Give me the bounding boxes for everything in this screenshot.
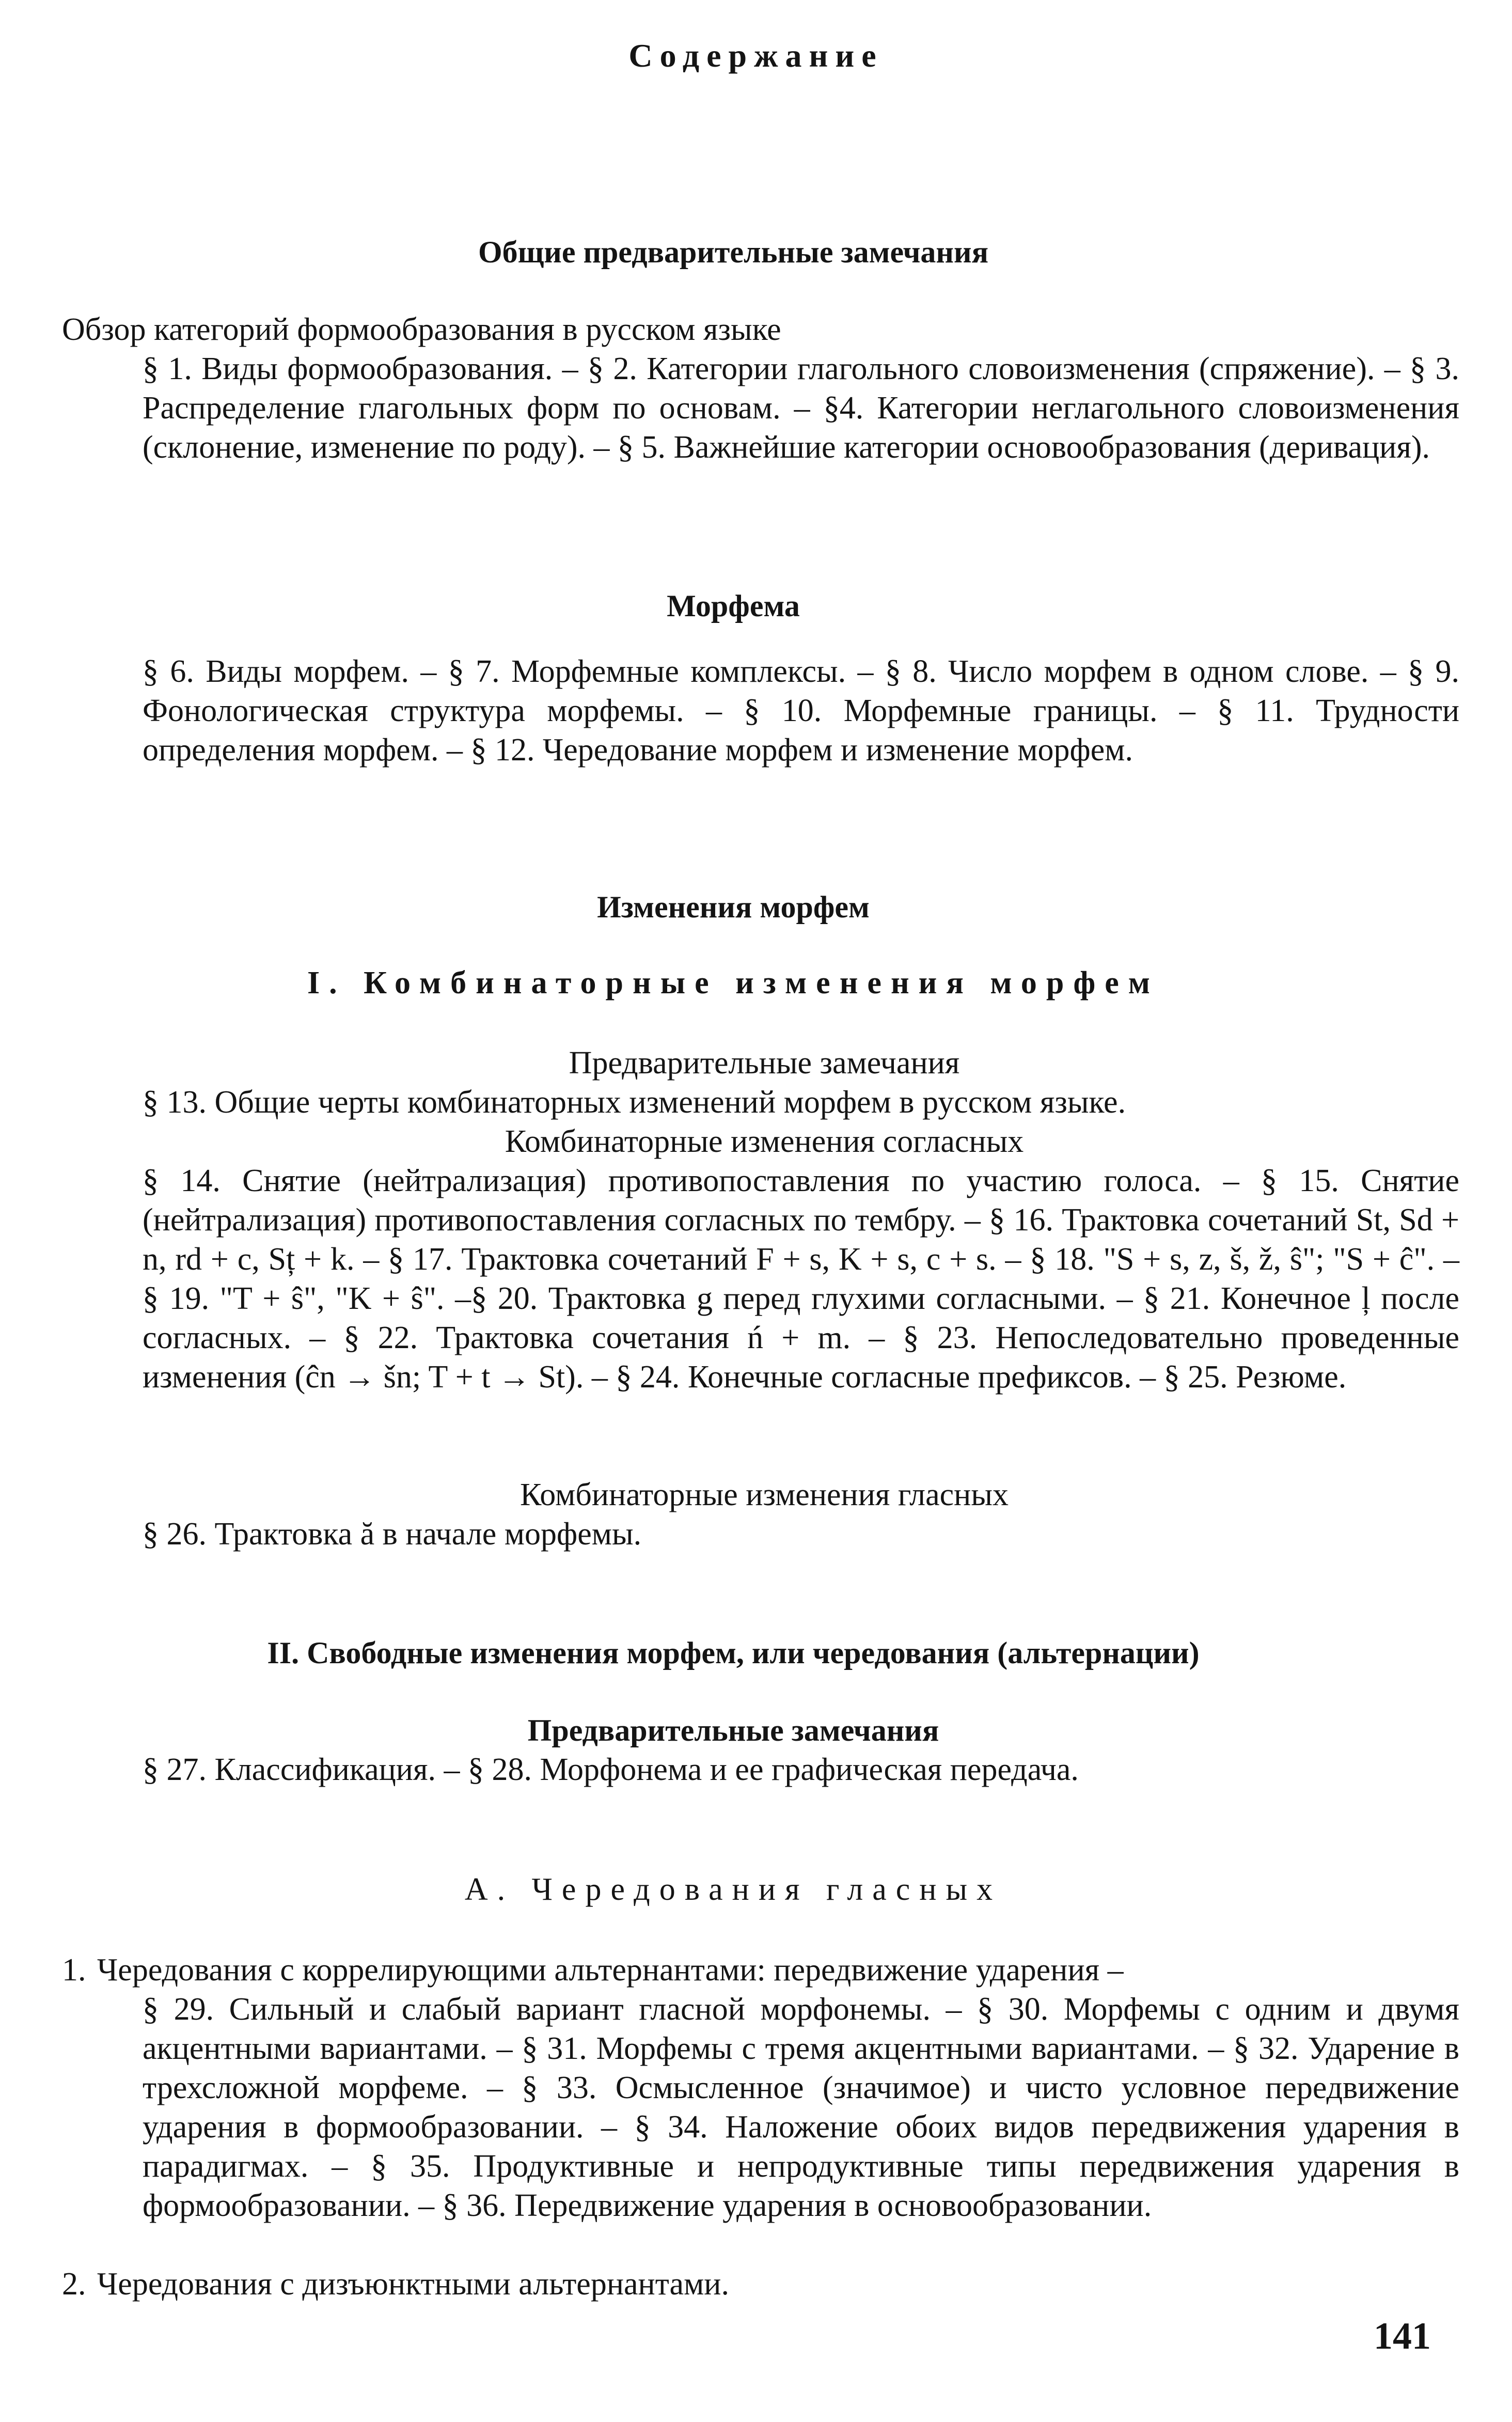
free-changes-heading: II. Свободные изменения морфем, или чередования (альтернации) — [267, 1636, 1200, 1670]
list-item-1-title: Чередования с коррелирующими альтернантами: передвижение ударения – — [97, 1952, 1124, 1988]
vowels-text: § 26. Трактовка ă в начале морфемы. — [143, 1517, 642, 1552]
prelim-text: § 13. Общие черты комбинаторных изменений морфем в русском языке. — [143, 1085, 1126, 1120]
page-title: Содержание — [628, 37, 884, 74]
free-prelim-heading: Предварительные замечания — [527, 1713, 939, 1747]
morpheme-text: § 6. Виды морфем. – § 7. Морфемные комплексы. – § 8. Число морфем в одном слове. – § 9. Фонологическая структура морфемы. – § 10. Морфемные границы. – § 11. Трудности определения морфем. – § 12. Чередование морфем и изменение морфем. — [143, 654, 1459, 768]
list-item-1-body: § 29. Сильный и слабый вариант гласной морфонемы. – § 30. Морфемы с одним и двумя акцентными вариантами. – § 31. Морфемы с тремя акцентными вариантами. – § 32. Ударение в трехсложной морфеме. – § 33. Осмысленное (значимое) и чисто условное передвижение ударения в формообразовании. – § 34. Наложение обоих видов передвижения ударения в парадигмах. – § 35. Продуктивные и непродуктивные типы передвижения ударения в формообразовании. – § 36. Передвижение ударения в основообразовании. — [143, 1992, 1459, 2223]
section1-heading: I. Комбинаторные изменения морфем — [307, 965, 1159, 1001]
list-item-1 — [62, 1950, 1456, 1990]
free-prelim-text: § 27. Классификация. – § 28. Морфонема и ее графическая передача. — [143, 1752, 1079, 1787]
prelim-subhead: Предварительные замечания — [569, 1045, 960, 1081]
changes-heading: Изменения морфем — [597, 890, 870, 924]
consonants-text: § 14. Снятие (нейтрализация) противопоставления по участию голоса. – § 15. Снятие (нейтрализация) противопоставления согласных по тембру. – § 16. Трактовка сочетаний St, Sd + n, rd + c, Sț + k. – § 17. Трактовка сочетаний F + s, K + s, c + s. – § 18. "S + s, z, š, ž, ŝ"; "S + ĉ". – § 19. "T + ŝ", "K + ŝ". –§ 20. Трактовка g перед глухими согласными. – § 21. Конечное ļ после согласных. – § 22. Трактовка сочетания ń + m. – § 23. Непоследовательно проведенные изменения (ĉn → šn; T + t → St). – § 24. Конечные согласные префиксов. – § 25. Резюме. — [143, 1163, 1459, 1395]
list-item-2 — [62, 2264, 1456, 2304]
morpheme-heading: Морфема — [667, 589, 800, 623]
overview-text: § 1. Виды формообразования. – § 2. Категории глагольного словоизменения (спряжение). – § 3. Распределение глагольных форм по основам. – §4. Категории неглагольного словоизменения (склонение, изменение по роду). – § 5. Важнейшие категории основообразования (деривация). — [143, 351, 1459, 465]
overview-title: Обзор категорий формообразования в русском языке — [62, 312, 781, 347]
vowel-alternations-heading: А. Чередования гласных — [464, 1872, 1002, 1907]
list-item-2-title: Чередования с дизъюнктными альтернантами. — [97, 2267, 729, 2302]
vowels-subhead: Комбинаторные изменения гласных — [520, 1477, 1009, 1512]
list-item-2-number: 2. — [62, 2267, 86, 2302]
general-remarks-heading: Общие предварительные замечания — [478, 235, 989, 269]
consonants-subhead: Комбинаторные изменения согласных — [505, 1124, 1024, 1159]
list-item-1-number: 1. — [62, 1952, 86, 1988]
page-number: 141 — [1374, 2315, 1431, 2357]
